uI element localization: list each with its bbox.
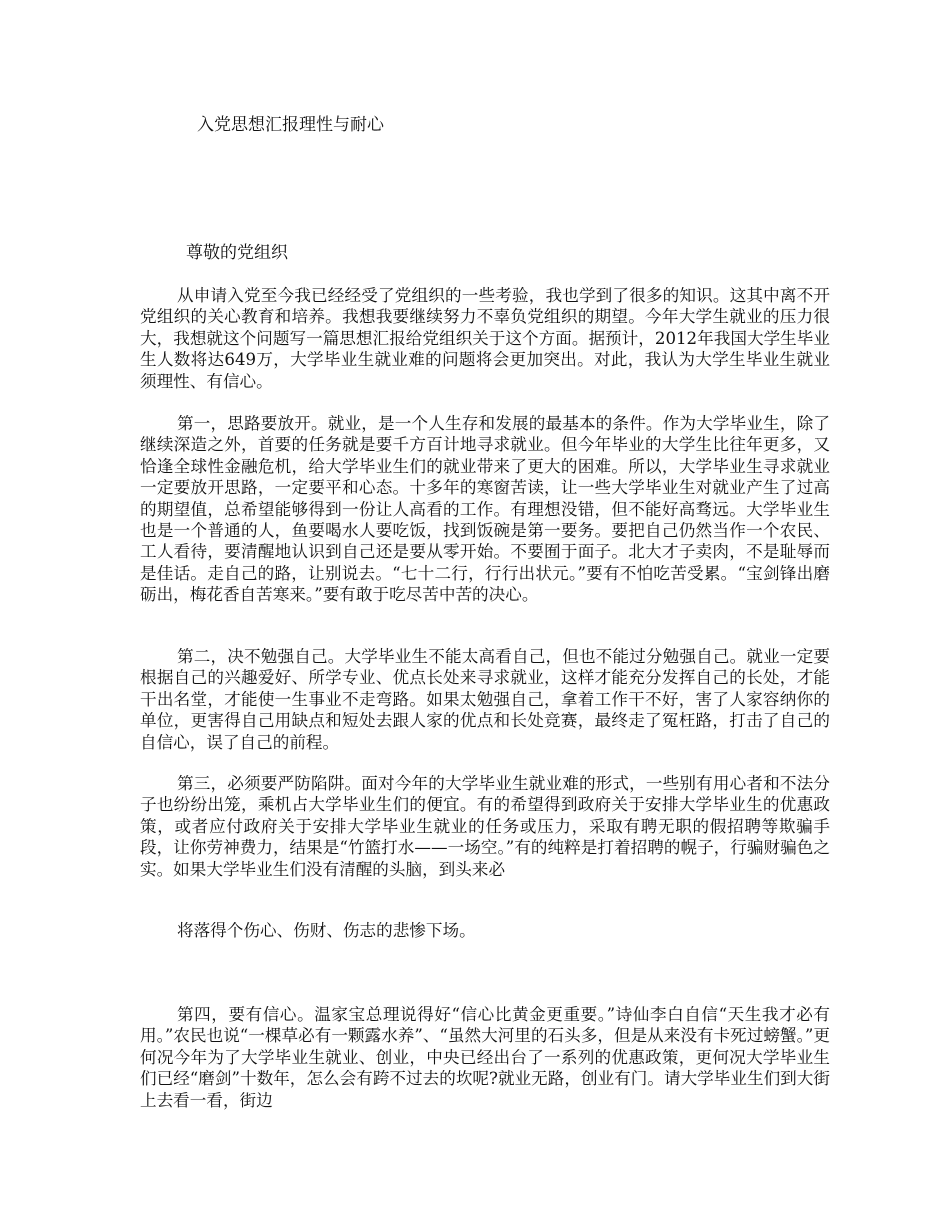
paragraph-third-point: 第三，必须要严防陷阱。面对今年的大学毕业生就业难的形式，一些别有用心者和不法分子也纷纷出笼，乘机占大学毕业生们的便宜。有的希望得到政府关于安排大学毕业生的优惠政策，或者应付政府关于安排大学毕业生就业的任务或压力，采取有聘无职的假招聘等欺骗手段，让你劳神费力，结果是“竹篮打水——一场空。”有的纯粹是打着招聘的幌子，行骗财骗色之实。如果大学毕业生们没有清醒的头脑，到头来必	[140, 774, 830, 879]
paragraph-first-point: 第一，思路要放开。就业，是一个人生存和发展的最基本的条件。作为大学毕业生，除了继续深造之外，首要的任务就是要千方百计地寻求就业。但今年毕业的大学生比往年更多，又恰逢全球性金融危机，给大学毕业生们的就业带来了更大的困难。所以，大学毕业生寻求就业一定要放开思路，一定要平和心态。十多年的寒窗苦读，让一些大学毕业生对就业产生了过高的期望值，总希望能够得到一份让人高看的工作。有理想没错，但不能好高骛远。大学毕业生也是一个普通的人，鱼要喝水人要吃饭，找到饭碗是第一要务。要把自己仍然当作一个农民、工人看待，要清醒地认识到自己还是要从零开始。不要囿于面子。北大才子卖肉，不是耻辱而是佳话。走自己的路，让别说去。“七十二行，行行出状元。”要有不怕吃苦受累。“宝剑锋出磨砺出，梅花香自苦寒来。”要有敢于吃尽苦中苦的决心。	[140, 414, 830, 605]
document-title: 入党思想汇报理性与耐心	[197, 115, 384, 135]
paragraph-second-point: 第二，决不勉强自己。大学毕业生不能太高看自己，但也不能过分勉强自己。就业一定要根据自己的兴趣爱好、所学专业、优点长处来寻求就业，这样才能充分发挥自己的长处，才能干出名堂，才能使一生事业不走弯路。如果太勉强自己，拿着工作干不好，害了人家容纳你的单位，更害得自己用缺点和短处去跟人家的优点和长处竞赛，最终走了冤枉路，打击了自己的自信心，误了自己的前程。	[140, 647, 830, 752]
paragraph-intro: 从申请入党至今我已经经受了党组织的一些考验，我也学到了很多的知识。这其中离不开党组织的关心教育和培养。我想我要继续努力不辜负党组织的期望。今年大学生就业的压力很大，我想就这个问题写一篇思想汇报给党组织关于这个方面。据预计，2012年我国大学生毕业生人数将达649万，大学毕业生就业难的问题将会更加突出。对此，我认为大学生毕业生就业须理性、有信心。	[140, 286, 830, 391]
salutation: 尊敬的党组织	[186, 243, 288, 263]
paragraph-fourth-point: 第四，要有信心。温家宝总理说得好“信心比黄金更重要。”诗仙李白自信“天生我才必有用。”农民也说“一棵草必有一颗露水养”、“虽然大河里的石头多，但是从来没有卡死过螃蟹。”更何况今年为了大学毕业生就业、创业，中央已经出台了一系列的优惠政策，更何况大学毕业生们已经“磨剑”十数年，怎么会有跨不过去的坎呢?就业无路，创业有门。请大学毕业生们到大街上去看一看，街边	[140, 1005, 830, 1110]
paragraph-third-point-continued: 将落得个伤心、伤财、伤志的悲惨下场。	[177, 921, 476, 940]
